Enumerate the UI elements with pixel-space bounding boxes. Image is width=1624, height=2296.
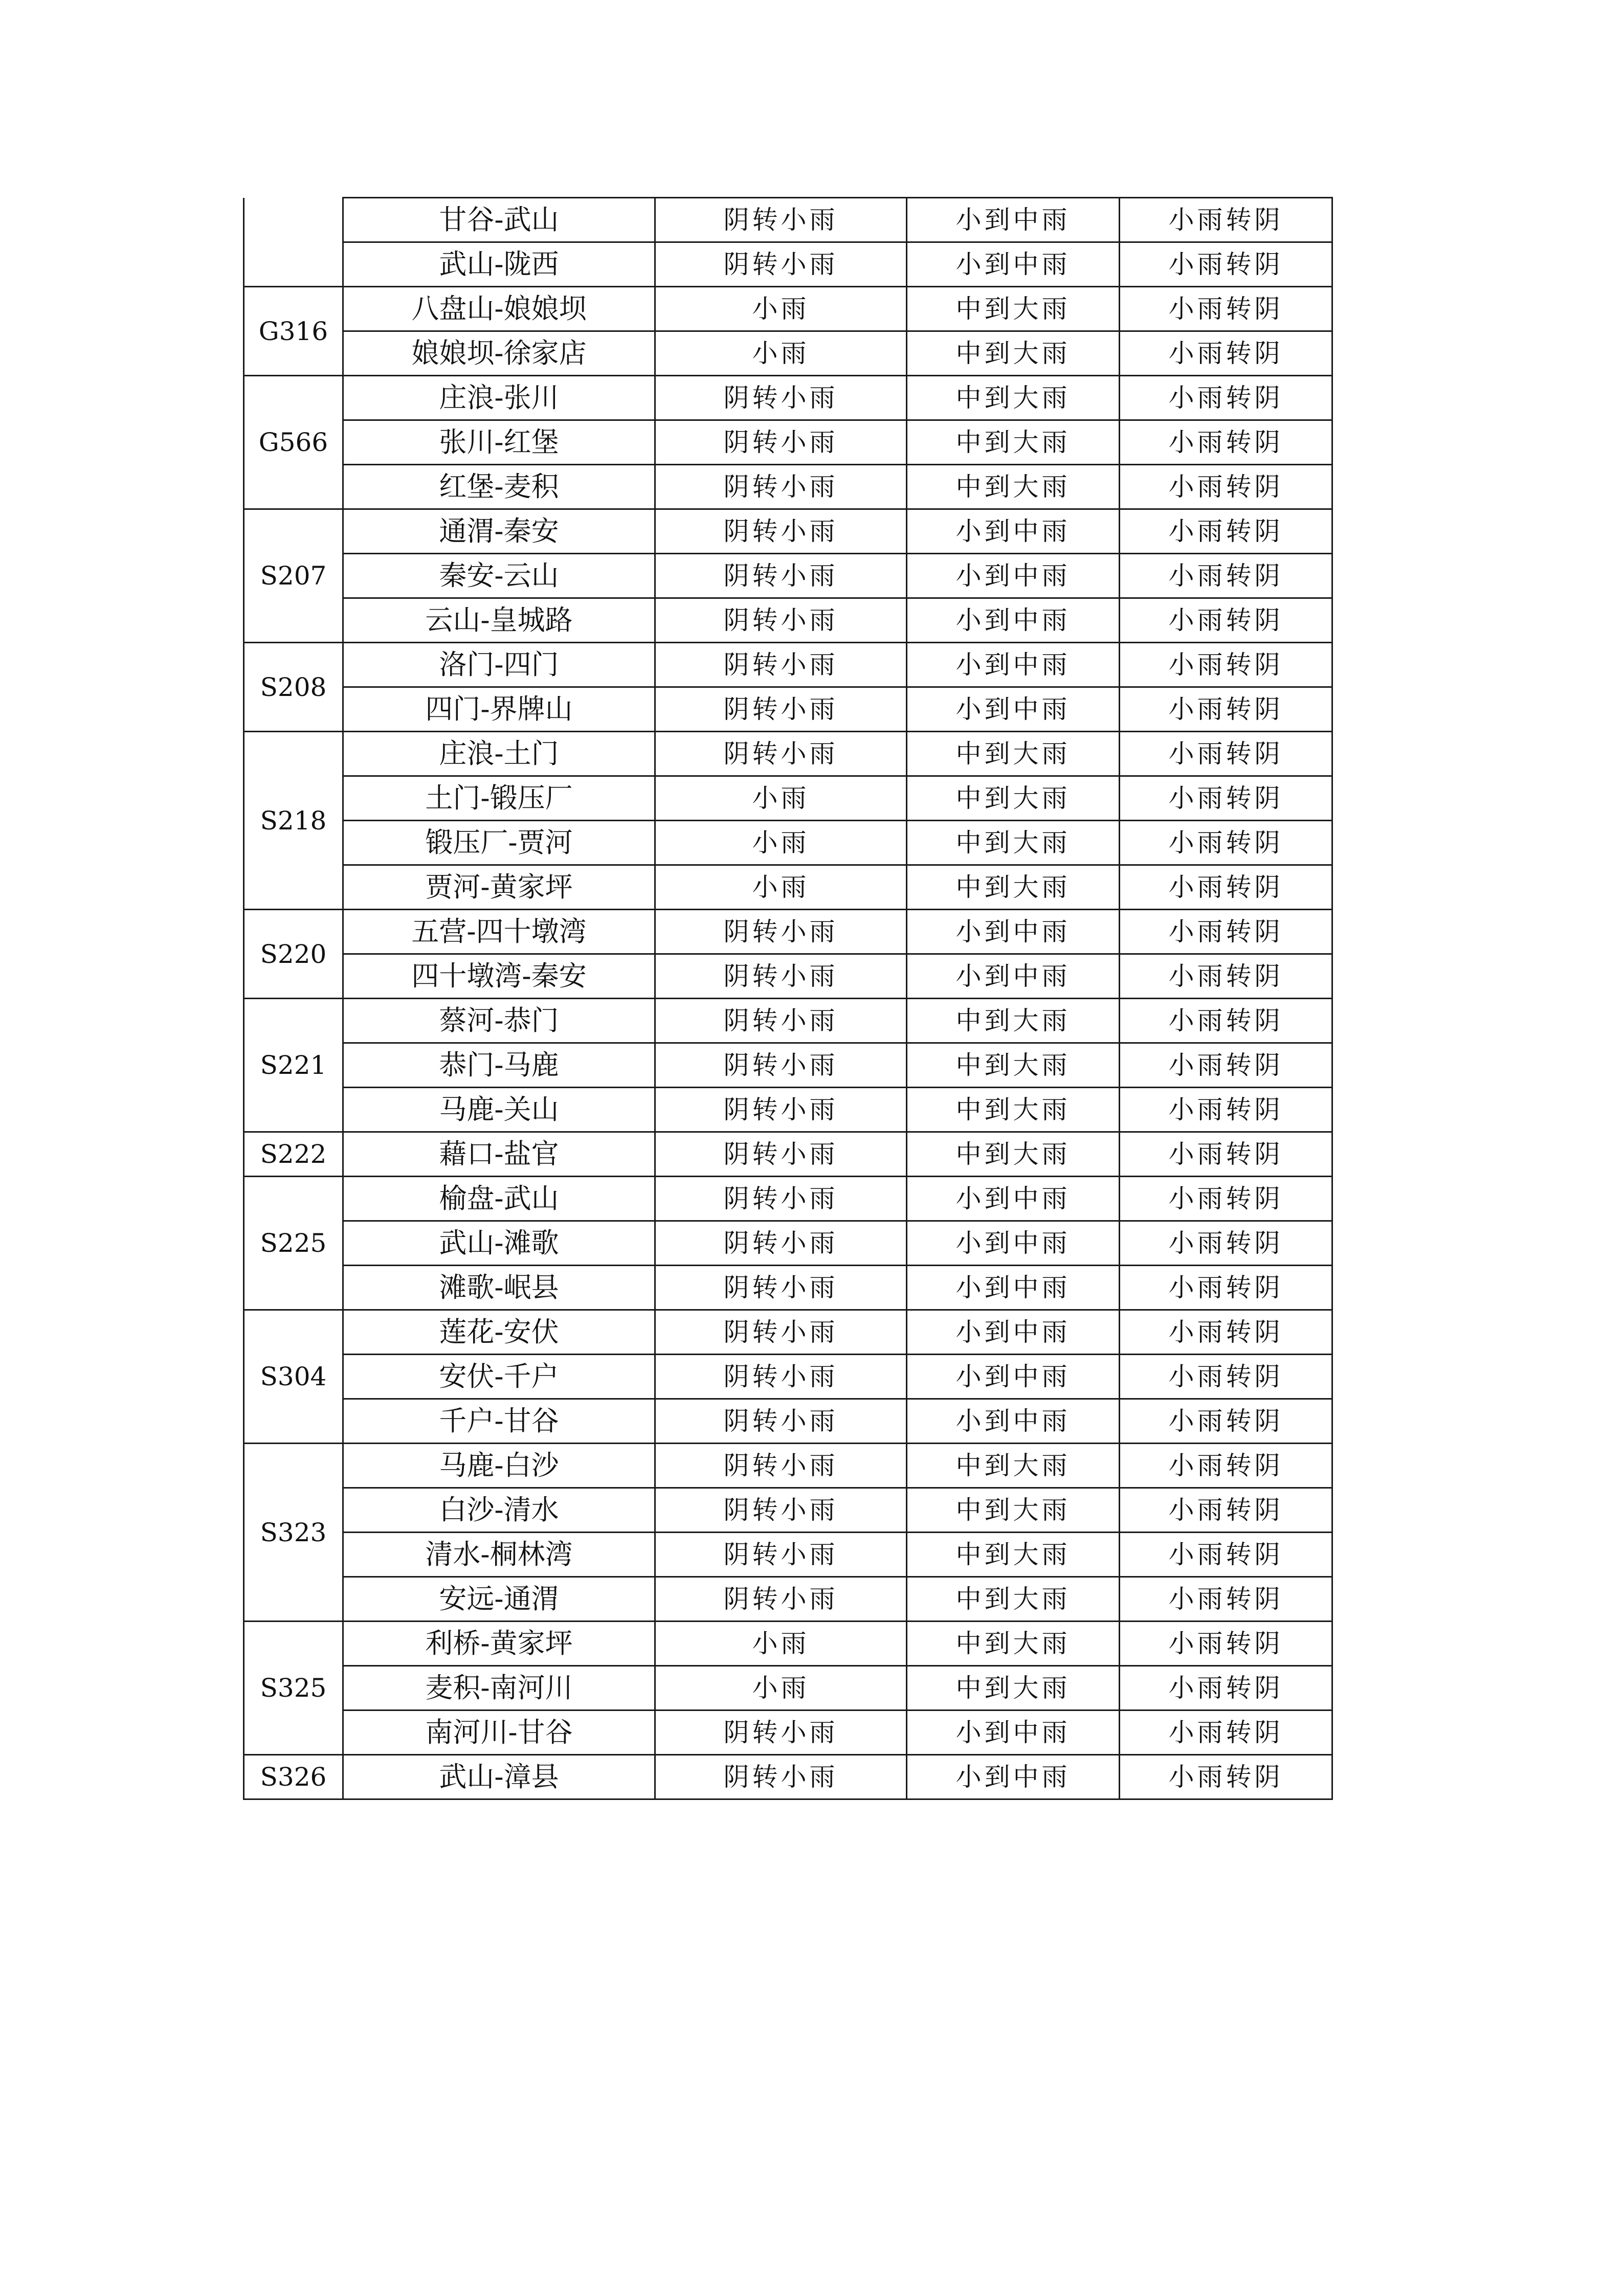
table-body [244, 198, 1332, 1799]
weather-cell-3: 小雨转阴 [1120, 509, 1332, 554]
weather-cell-1: 阴转小雨 [655, 376, 907, 420]
section-cell: 贾河-黄家坪 [343, 865, 655, 910]
weather-cell-1: 阴转小雨 [655, 687, 907, 732]
weather-cell-3: 小雨转阴 [1120, 465, 1332, 509]
table-row [244, 1755, 1332, 1799]
weather-cell-2: 中到大雨 [907, 1577, 1120, 1622]
table-row [244, 420, 1332, 465]
section-cell: 藉口-盐官 [343, 1132, 655, 1177]
weather-cell-1: 阴转小雨 [655, 1221, 907, 1266]
table-row [244, 509, 1332, 554]
table-row [244, 732, 1332, 776]
road-weather-table [243, 197, 1333, 1800]
table-row [244, 1533, 1332, 1577]
weather-cell-2: 中到大雨 [907, 999, 1120, 1043]
table-row [244, 999, 1332, 1043]
weather-cell-2: 中到大雨 [907, 821, 1120, 865]
weather-cell-3: 小雨转阴 [1120, 1355, 1332, 1399]
table-row [244, 1221, 1332, 1266]
weather-cell-3: 小雨转阴 [1120, 1755, 1332, 1799]
table-row [244, 1355, 1332, 1399]
weather-cell-3: 小雨转阴 [1120, 687, 1332, 732]
weather-cell-1: 阴转小雨 [655, 1088, 907, 1132]
weather-cell-1: 阴转小雨 [655, 999, 907, 1043]
weather-cell-2: 小到中雨 [907, 598, 1120, 643]
section-cell: 榆盘-武山 [343, 1177, 655, 1221]
table-row [244, 1444, 1332, 1488]
weather-cell-3: 小雨转阴 [1120, 554, 1332, 598]
weather-cell-3: 小雨转阴 [1120, 198, 1332, 242]
weather-cell-2: 小到中雨 [907, 910, 1120, 954]
weather-cell-1: 阴转小雨 [655, 1755, 907, 1799]
weather-cell-2: 小到中雨 [907, 1310, 1120, 1355]
weather-cell-2: 小到中雨 [907, 1177, 1120, 1221]
weather-cell-2: 小到中雨 [907, 198, 1120, 242]
table-row [244, 865, 1332, 910]
weather-cell-1: 阴转小雨 [655, 1488, 907, 1533]
table-row [244, 910, 1332, 954]
weather-cell-1: 阴转小雨 [655, 1533, 907, 1577]
weather-cell-1: 小雨 [655, 1622, 907, 1666]
section-cell: 蔡河-恭门 [343, 999, 655, 1043]
weather-cell-1: 小雨 [655, 776, 907, 821]
weather-cell-3: 小雨转阴 [1120, 954, 1332, 999]
weather-cell-1: 阴转小雨 [655, 554, 907, 598]
table-row [244, 376, 1332, 420]
section-cell: 云山-皇城路 [343, 598, 655, 643]
weather-cell-2: 小到中雨 [907, 1755, 1120, 1799]
section-cell: 锻压厂-贾河 [343, 821, 655, 865]
weather-cell-3: 小雨转阴 [1120, 420, 1332, 465]
weather-cell-3: 小雨转阴 [1120, 1221, 1332, 1266]
section-cell: 通渭-秦安 [343, 509, 655, 554]
weather-cell-2: 小到中雨 [907, 954, 1120, 999]
weather-cell-3: 小雨转阴 [1120, 910, 1332, 954]
weather-cell-2: 中到大雨 [907, 376, 1120, 420]
weather-cell-3: 小雨转阴 [1120, 376, 1332, 420]
table-row [244, 598, 1332, 643]
weather-cell-3: 小雨转阴 [1120, 1132, 1332, 1177]
section-cell: 红堡-麦积 [343, 465, 655, 509]
section-cell: 庄浪-张川 [343, 376, 655, 420]
weather-cell-2: 小到中雨 [907, 687, 1120, 732]
weather-cell-2: 中到大雨 [907, 1444, 1120, 1488]
table-row [244, 1088, 1332, 1132]
weather-cell-1: 阴转小雨 [655, 954, 907, 999]
road-code-cell: G566 [244, 376, 343, 509]
table-row [244, 198, 1332, 242]
weather-cell-2: 小到中雨 [907, 643, 1120, 687]
weather-cell-3: 小雨转阴 [1120, 1177, 1332, 1221]
road-code-cell: G316 [244, 287, 343, 376]
section-cell: 娘娘坝-徐家店 [343, 331, 655, 376]
weather-cell-1: 阴转小雨 [655, 1266, 907, 1310]
table-row [244, 1399, 1332, 1444]
section-cell: 麦积-南河川 [343, 1666, 655, 1710]
weather-cell-3: 小雨转阴 [1120, 1444, 1332, 1488]
weather-cell-2: 小到中雨 [907, 1266, 1120, 1310]
road-code-cell: S323 [244, 1444, 343, 1622]
weather-cell-2: 小到中雨 [907, 1710, 1120, 1755]
weather-cell-3: 小雨转阴 [1120, 1310, 1332, 1355]
weather-cell-2: 小到中雨 [907, 1221, 1120, 1266]
weather-cell-1: 阴转小雨 [655, 1132, 907, 1177]
weather-cell-3: 小雨转阴 [1120, 1399, 1332, 1444]
road-code-cell: S225 [244, 1177, 343, 1310]
section-cell: 五营-四十墩湾 [343, 910, 655, 954]
road-code-cell [244, 198, 343, 287]
weather-cell-2: 中到大雨 [907, 1043, 1120, 1088]
table-row [244, 954, 1332, 999]
weather-cell-2: 中到大雨 [907, 420, 1120, 465]
weather-cell-3: 小雨转阴 [1120, 242, 1332, 287]
weather-cell-1: 阴转小雨 [655, 1577, 907, 1622]
weather-cell-1: 阴转小雨 [655, 242, 907, 287]
weather-cell-1: 小雨 [655, 1666, 907, 1710]
table-row [244, 1710, 1332, 1755]
weather-cell-3: 小雨转阴 [1120, 1088, 1332, 1132]
weather-cell-1: 阴转小雨 [655, 1444, 907, 1488]
table-row [244, 1666, 1332, 1710]
table-row [244, 1132, 1332, 1177]
section-cell: 莲花-安伏 [343, 1310, 655, 1355]
table-row [244, 1577, 1332, 1622]
section-cell: 秦安-云山 [343, 554, 655, 598]
weather-cell-3: 小雨转阴 [1120, 1666, 1332, 1710]
weather-cell-3: 小雨转阴 [1120, 1622, 1332, 1666]
section-cell: 武山-漳县 [343, 1755, 655, 1799]
section-cell: 白沙-清水 [343, 1488, 655, 1533]
weather-cell-2: 小到中雨 [907, 1399, 1120, 1444]
weather-cell-1: 阴转小雨 [655, 1043, 907, 1088]
section-cell: 安伏-千户 [343, 1355, 655, 1399]
table-row [244, 331, 1332, 376]
weather-cell-2: 小到中雨 [907, 1355, 1120, 1399]
table-row [244, 1177, 1332, 1221]
section-cell: 张川-红堡 [343, 420, 655, 465]
table-row [244, 465, 1332, 509]
section-cell: 恭门-马鹿 [343, 1043, 655, 1088]
weather-cell-2: 中到大雨 [907, 287, 1120, 331]
weather-cell-1: 小雨 [655, 865, 907, 910]
weather-cell-2: 中到大雨 [907, 776, 1120, 821]
weather-cell-1: 小雨 [655, 821, 907, 865]
weather-cell-1: 小雨 [655, 331, 907, 376]
weather-cell-2: 中到大雨 [907, 331, 1120, 376]
weather-cell-2: 中到大雨 [907, 1488, 1120, 1533]
section-cell: 安远-通渭 [343, 1577, 655, 1622]
section-cell: 甘谷-武山 [343, 198, 655, 242]
weather-cell-1: 阴转小雨 [655, 509, 907, 554]
weather-cell-1: 阴转小雨 [655, 732, 907, 776]
weather-cell-3: 小雨转阴 [1120, 1533, 1332, 1577]
weather-cell-3: 小雨转阴 [1120, 1266, 1332, 1310]
weather-cell-3: 小雨转阴 [1120, 287, 1332, 331]
section-cell: 马鹿-白沙 [343, 1444, 655, 1488]
weather-cell-3: 小雨转阴 [1120, 776, 1332, 821]
weather-cell-1: 阴转小雨 [655, 465, 907, 509]
weather-cell-1: 阴转小雨 [655, 1310, 907, 1355]
section-cell: 利桥-黄家坪 [343, 1622, 655, 1666]
weather-cell-1: 阴转小雨 [655, 420, 907, 465]
road-code-cell: S218 [244, 732, 343, 910]
weather-cell-3: 小雨转阴 [1120, 598, 1332, 643]
weather-cell-1: 阴转小雨 [655, 1355, 907, 1399]
section-cell: 滩歌-岷县 [343, 1266, 655, 1310]
weather-cell-1: 阴转小雨 [655, 1710, 907, 1755]
section-cell: 庄浪-土门 [343, 732, 655, 776]
weather-cell-1: 阴转小雨 [655, 1399, 907, 1444]
weather-cell-3: 小雨转阴 [1120, 865, 1332, 910]
weather-cell-1: 阴转小雨 [655, 198, 907, 242]
weather-cell-3: 小雨转阴 [1120, 1488, 1332, 1533]
table-row [244, 1622, 1332, 1666]
table-row [244, 687, 1332, 732]
weather-cell-3: 小雨转阴 [1120, 643, 1332, 687]
weather-cell-3: 小雨转阴 [1120, 821, 1332, 865]
road-code-cell: S222 [244, 1132, 343, 1177]
table-row [244, 242, 1332, 287]
section-cell: 马鹿-关山 [343, 1088, 655, 1132]
section-cell: 武山-滩歌 [343, 1221, 655, 1266]
weather-cell-2: 小到中雨 [907, 242, 1120, 287]
weather-cell-1: 小雨 [655, 287, 907, 331]
table-row [244, 1310, 1332, 1355]
weather-cell-1: 阴转小雨 [655, 1177, 907, 1221]
weather-cell-2: 中到大雨 [907, 465, 1120, 509]
weather-cell-3: 小雨转阴 [1120, 732, 1332, 776]
weather-cell-3: 小雨转阴 [1120, 999, 1332, 1043]
weather-cell-3: 小雨转阴 [1120, 331, 1332, 376]
table-row [244, 554, 1332, 598]
road-code-cell: S304 [244, 1310, 343, 1444]
weather-cell-1: 阴转小雨 [655, 643, 907, 687]
section-cell: 千户-甘谷 [343, 1399, 655, 1444]
weather-cell-2: 小到中雨 [907, 554, 1120, 598]
road-code-cell: S326 [244, 1755, 343, 1799]
weather-cell-2: 小到中雨 [907, 509, 1120, 554]
table-row [244, 1043, 1332, 1088]
section-cell: 武山-陇西 [343, 242, 655, 287]
section-cell: 四门-界牌山 [343, 687, 655, 732]
table-row [244, 821, 1332, 865]
weather-cell-3: 小雨转阴 [1120, 1043, 1332, 1088]
section-cell: 清水-桐林湾 [343, 1533, 655, 1577]
road-code-cell: S325 [244, 1622, 343, 1755]
table-row [244, 776, 1332, 821]
section-cell: 洛门-四门 [343, 643, 655, 687]
road-code-cell: S220 [244, 910, 343, 999]
weather-cell-2: 中到大雨 [907, 1533, 1120, 1577]
weather-cell-1: 阴转小雨 [655, 598, 907, 643]
weather-cell-2: 中到大雨 [907, 1666, 1120, 1710]
table-row [244, 1488, 1332, 1533]
road-code-cell: S208 [244, 643, 343, 732]
weather-cell-2: 中到大雨 [907, 1088, 1120, 1132]
weather-cell-2: 中到大雨 [907, 1622, 1120, 1666]
section-cell: 八盘山-娘娘坝 [343, 287, 655, 331]
table-row [244, 1266, 1332, 1310]
table-row [244, 287, 1332, 331]
road-code-cell: S207 [244, 509, 343, 643]
table-row [244, 643, 1332, 687]
weather-cell-3: 小雨转阴 [1120, 1577, 1332, 1622]
weather-cell-2: 中到大雨 [907, 732, 1120, 776]
weather-cell-1: 阴转小雨 [655, 910, 907, 954]
section-cell: 四十墩湾-秦安 [343, 954, 655, 999]
road-code-cell: S221 [244, 999, 343, 1132]
weather-cell-3: 小雨转阴 [1120, 1710, 1332, 1755]
section-cell: 南河川-甘谷 [343, 1710, 655, 1755]
weather-cell-2: 中到大雨 [907, 865, 1120, 910]
weather-cell-2: 中到大雨 [907, 1132, 1120, 1177]
section-cell: 土门-锻压厂 [343, 776, 655, 821]
